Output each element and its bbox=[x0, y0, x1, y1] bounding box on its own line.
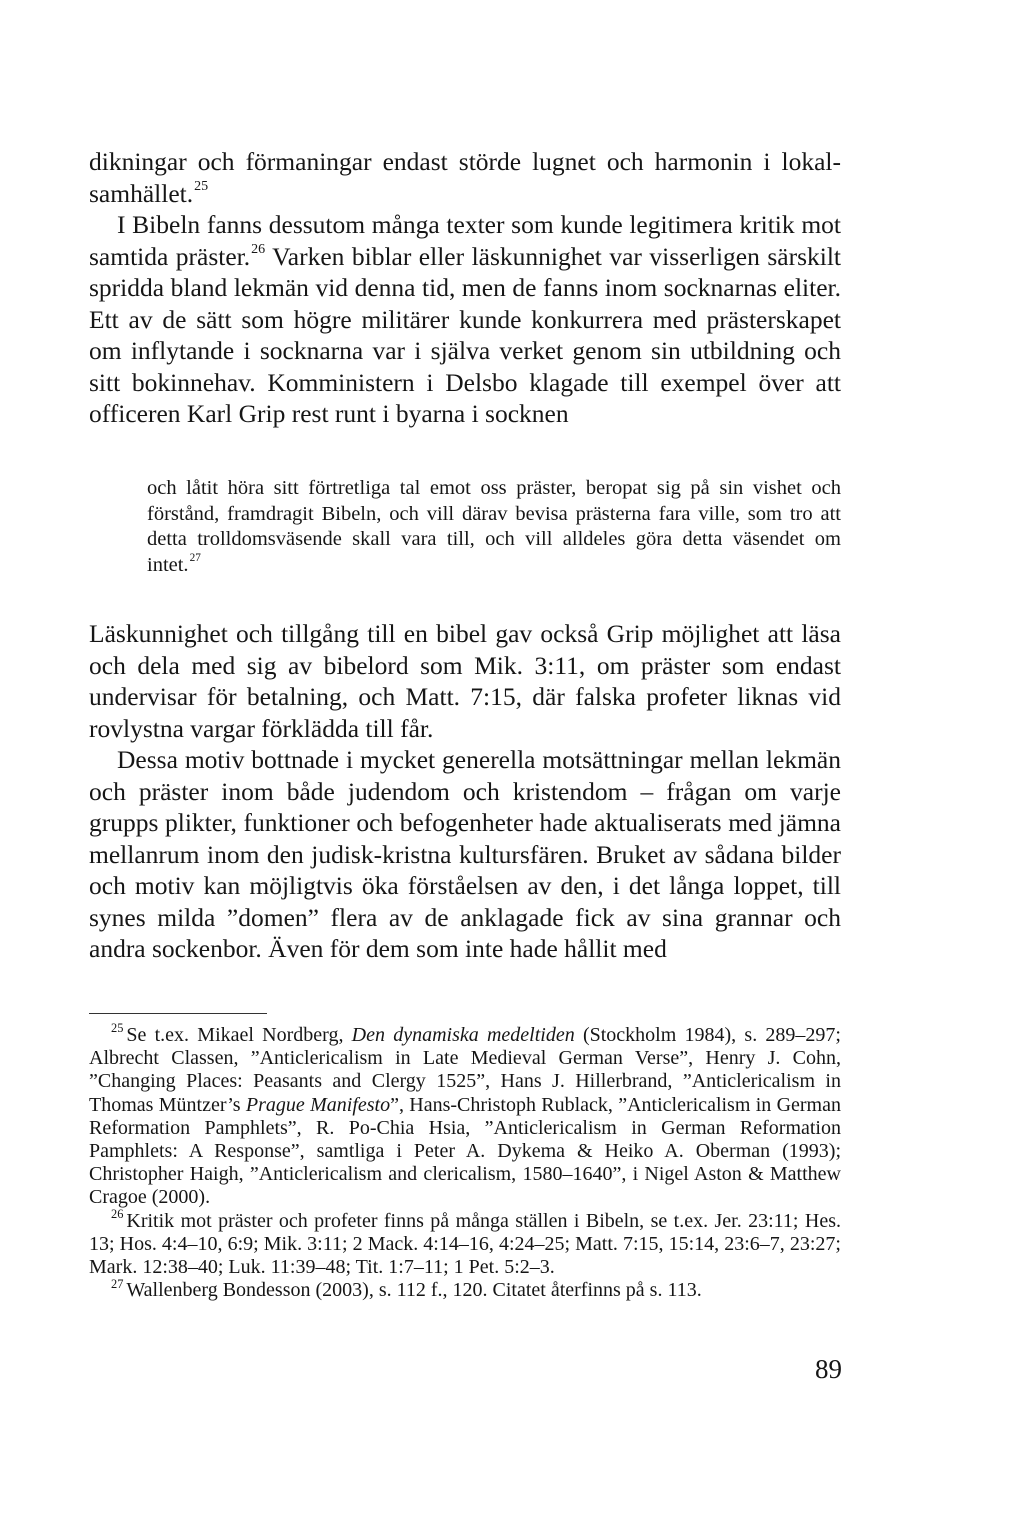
paragraph: dikningar och förmaningar endast störde lugnet och harmonin i lokalsamhället.$^{25}$ bbox=[89, 147, 841, 208]
footnote-divider bbox=[89, 1013, 267, 1014]
footnote-number: 25 bbox=[111, 1021, 124, 1036]
body-text-top bbox=[89, 146, 841, 430]
footnote-ref-25: 25 bbox=[194, 178, 209, 194]
page-number: 89 bbox=[815, 1354, 842, 1384]
body-text-bottom bbox=[89, 618, 841, 965]
footnotes bbox=[89, 1021, 841, 1302]
footnote-ref-26: 26 bbox=[251, 241, 266, 257]
paragraph: Dessa motiv bottnade i mycket generella motsättningar mellan lekmän och präster inom både judendom och kristendom – frågan om varje grupps plikter, funktioner och befogenheter hade aktualiserats med jämna mellanrum inom den judisk-kristna kultursfären. Bruket av sådana bilder och motiv kan möjligtvis öka förståelsen av den, i det långa loppet, till synes milda ”domen” flera av de anklagade fick av sina grannar och andra sockenbor. Även för dem som inte hade hållit med bbox=[89, 745, 841, 963]
quote-paragraph: och låtit höra sitt förtretliga tal emot oss präster, beropat sig på sin vishet och förstånd, framdragit Bibeln, och vill därav bevisa prästerna fara ville, som tro att detta trolldomsväsende skall vara till, och vill alldeles göra detta väsendet om intet.$^{27}$ bbox=[147, 477, 841, 576]
paragraph: Läskunnighet och tillgång till en bibel gav också Grip möjlighet att läsa och dela med sig av bibelord som Mik. 3:11, om präster som endast undervisar för betalning, och Matt. 7:15, där falska profeter liknas vid rovlystna vargar förklädda till får. bbox=[89, 619, 841, 743]
block-quote bbox=[147, 476, 841, 578]
paragraph: I Bibeln fanns dessutom många texter som kunde legitimera kritik mot samtida präster.$^{26}$ Varken biblar eller läskunnighet var visserligen särskilt spridda bland lekmän vid denna tid, men de fanns inom socknarnas eliter. Ett av de sätt som högre militärer kunde konkurrera med prästerskapet om inflytande i socknarna var i själva verket genom sin utbildning och sitt bokinnehav. Komministern i Delsbo klagade till exempel över att officeren Karl Grip rest runt i byarna i socknen bbox=[89, 210, 841, 428]
footnote-27: $^{27}$ Wallenberg Bondesson (2003), s. 112 f., 120. Citatet återfinns på s. 113. bbox=[111, 1276, 702, 1302]
footnote-number: 27 bbox=[111, 1276, 124, 1291]
footnote-number: 26 bbox=[111, 1206, 124, 1221]
footnote-26: $^{26}$ Kritik mot präster och profeter finns på många ställen i Bibeln, se t.ex. Jer. 23:11; Hes. 13; Hos. 4:4–10, 6:9; Mik. 3:11; 2 Mack. 4:14–16, 4:24–25; Matt. 7:15, 15:14, 23:6–7, 23:27; Mark. 12:38–40; Luk. 11:39–48; Tit. 1:7–11; 1 Pet. 5:2–3. bbox=[89, 1206, 841, 1279]
footnote-25: $^{25}$ Se t.ex. Mikael Nordberg, Den dynamiska medeltiden (Stockholm 1984), s. 289–297; Albrecht Classen, ”Anticlericalism in Late Medieval German Verse”, Henry J. Cohn, ”Changing Places: Peasants and Clergy 1525”, Hans J. Hillerbrand, ”Anticlericalism in Thomas Müntzer’s Prague Manifesto”, Hans-Christoph Rublack, ”Anticlericalism in German Reformation Pamphlets”, R. Po-Chia Hsia, ”Anticlericalism in German Reformation Pamphlets: A Response”, samtliga i Peter A. Dykema & Heiko A. Oberman (1993); Christopher Haigh, ”Anticlericalism and clericalism, 1580–1640”, i Nigel Aston & Matthew Cragoe (2000). bbox=[89, 1021, 841, 1209]
footnote-ref-27: 27 bbox=[189, 551, 201, 564]
